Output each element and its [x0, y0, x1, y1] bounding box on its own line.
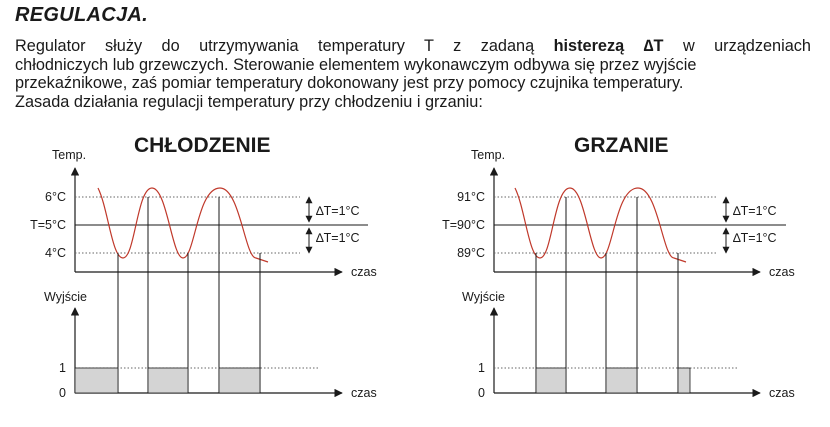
paragraph-line-1-start: Regulator służy do utrzymywania temperatury T z zadaną — [15, 37, 535, 55]
heating-level-high-label: 91°C — [457, 190, 485, 204]
cooling-level-high-label: 6°C — [45, 190, 66, 204]
heating-delta-lower-label: ∆T=1°C — [733, 231, 777, 245]
cooling-delta-lower-label: ∆T=1°C — [316, 231, 360, 245]
heating-time-label-top: czas — [769, 265, 795, 279]
heating-title: GRZANIE — [574, 134, 669, 157]
paragraph-line-1-end: w urządzeniach — [682, 37, 811, 55]
cooling-output-on-block — [75, 368, 118, 393]
cooling-output-on-label: 1 — [59, 361, 66, 375]
cooling-time-label-bottom: czas — [351, 386, 377, 400]
cooling-level-low-label: 4°C — [45, 246, 66, 260]
cooling-time-label-top: czas — [351, 265, 377, 279]
heating-diagram — [442, 134, 795, 400]
heating-delta-upper-label: ∆T=1°C — [733, 204, 777, 218]
heating-output-on-block — [536, 368, 566, 393]
heating-time-label-bottom: czas — [769, 386, 795, 400]
heating-output-on-label: 1 — [478, 361, 485, 375]
heating-level-low-label: 89°C — [457, 246, 485, 260]
cooling-output-on-block — [219, 368, 260, 393]
cooling-output-on-block — [148, 368, 188, 393]
heating-setpoint-label: T=90°C — [442, 218, 485, 232]
paragraph-line-3: przekaźnikowe, zaś pomiar temperatury dokonowany jest przy pomocy czujnika temperatury. — [15, 74, 684, 93]
cooling-diagram — [30, 134, 377, 400]
heating-output-on-block — [606, 368, 637, 393]
cooling-output-off-label: 0 — [59, 386, 66, 400]
paragraph-line-2: chłodniczych lub grzewczych. Sterowanie elementem wykonawczym odbywa się przez wyjście — [15, 55, 697, 74]
paragraph-line-4: Zasada działania regulacji temperatury przy chłodzeniu i grzaniu: — [15, 92, 483, 111]
heating-temp-axis-label: Temp. — [471, 148, 506, 162]
page-title: REGULACJA. — [15, 4, 149, 26]
cooling-setpoint-label: T=5°C — [30, 218, 66, 232]
cooling-title: CHŁODZENIE — [134, 134, 271, 157]
cooling-output-axis-label: Wyjście — [44, 290, 87, 304]
heating-output-on-block — [678, 368, 690, 393]
cooling-temp-axis-label: Temp. — [52, 148, 87, 162]
cooling-delta-upper-label: ∆T=1°C — [316, 204, 360, 218]
heating-output-axis-label: Wyjście — [462, 290, 505, 304]
hysteresis-term: histerezą ∆T — [553, 37, 664, 55]
heating-output-off-label: 0 — [478, 386, 485, 400]
